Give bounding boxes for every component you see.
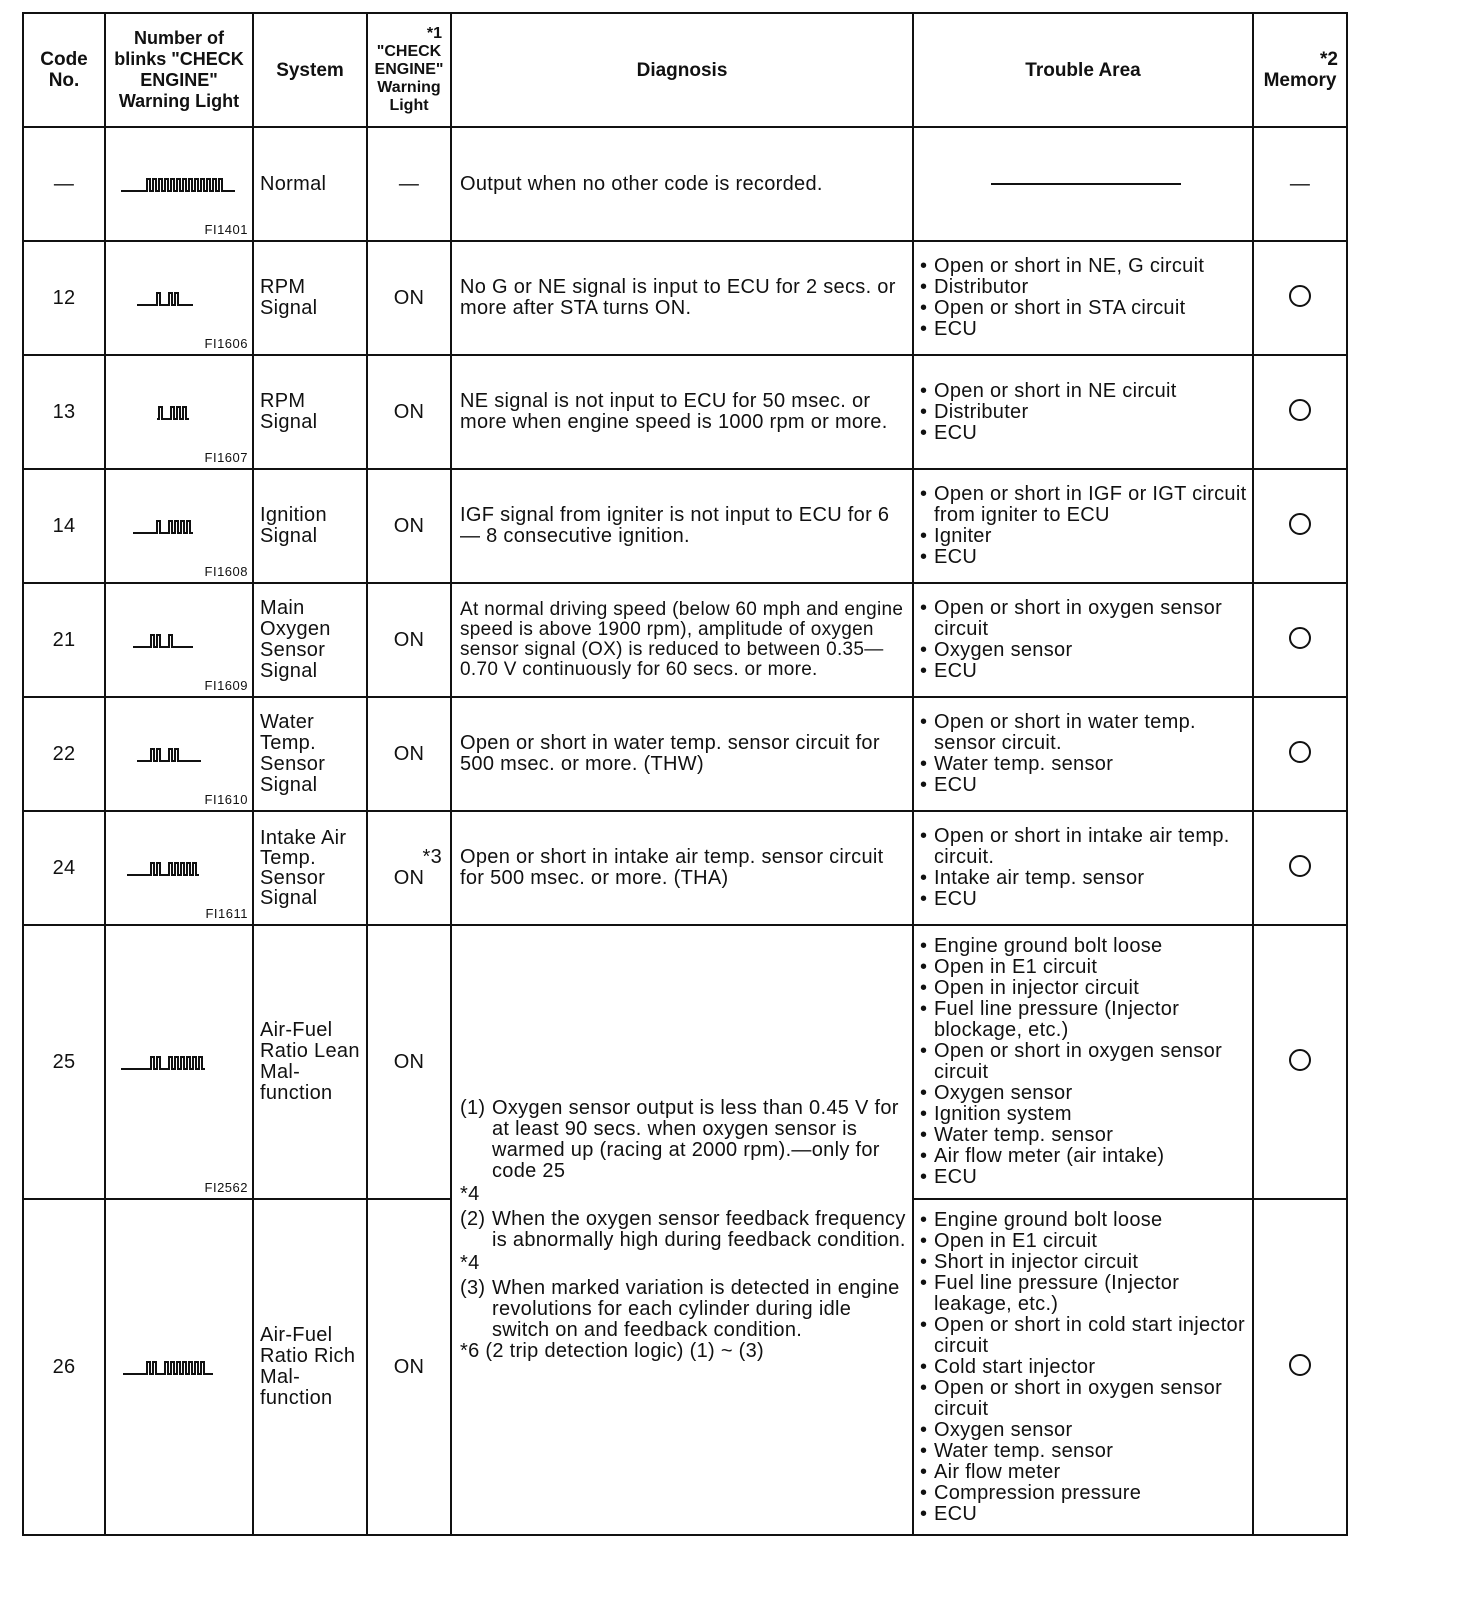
list-item: • Oxygen sensor [920, 640, 1252, 661]
trouble-area-list [920, 936, 1252, 1188]
check-engine-cell: ON [367, 241, 451, 355]
figure-code: FI1607 [204, 450, 248, 465]
trouble-area-cell [913, 355, 1253, 469]
list-item: • Fuel line pressure (Injector blockage, etc.) [920, 999, 1252, 1041]
code-cell: 13 [23, 355, 105, 469]
list-item: • Open or short in intake air temp. circuit. [920, 826, 1252, 868]
diagnostic-code-table [22, 12, 1348, 1536]
list-item: • Intake air temp. sensor [920, 868, 1252, 889]
diagnosis-cell: At normal driving speed (below 60 mph and engine speed is above 1900 rpm), amplitude of oxygen sensor signal (OX) is reduced to between 0.35—0.70 V continuously for 60 secs. or more. [451, 583, 913, 697]
memory-circle-icon [1289, 1354, 1311, 1376]
header-diagnosis: Diagnosis [451, 13, 913, 127]
blink-pattern-icon [117, 739, 241, 769]
diagnosis-item-3-number: (3) [460, 1277, 486, 1299]
figure-code: FI1401 [204, 222, 248, 237]
memory-circle-icon [1289, 741, 1311, 763]
memory-circle-icon [1289, 855, 1311, 877]
list-item: • Compression pressure [920, 1483, 1252, 1504]
figure-code: FI2562 [204, 1180, 248, 1195]
memory-cell [1253, 811, 1347, 925]
check-engine-cell: ON [367, 925, 451, 1199]
list-item: • Engine ground bolt loose [920, 936, 1252, 957]
memory-cell: — [1253, 127, 1347, 241]
trouble-area-cell [913, 925, 1253, 1199]
system-cell: Main Oxygen Sensor Signal [253, 583, 367, 697]
list-item: • ECU [920, 319, 1252, 340]
header-system: System [253, 13, 367, 127]
memory-circle-icon [1289, 285, 1311, 307]
figure-code: FI1608 [204, 564, 248, 579]
diagnosis-item-1-text: Oxygen sensor output is less than 0.45 V for at least 90 secs. when oxygen sensor is warmed up (racing at 2000 rpm).—only for code 25 [492, 1097, 899, 1182]
figure-code: FI1611 [205, 906, 248, 921]
blink-cell [105, 697, 253, 811]
blink-pattern-icon [117, 169, 241, 199]
check-engine-cell [367, 811, 451, 925]
list-item: • Ignition system [920, 1104, 1252, 1125]
memory-cell [1253, 583, 1347, 697]
check-engine-cell: ON [367, 583, 451, 697]
blink-cell [105, 811, 253, 925]
blink-cell [105, 583, 253, 697]
trouble-area-cell [913, 469, 1253, 583]
memory-cell [1253, 925, 1347, 1199]
blink-pattern-icon [117, 511, 241, 541]
header-trouble-area: Trouble Area [913, 13, 1253, 127]
blink-pattern-icon [117, 625, 241, 655]
figure-code: FI1606 [204, 336, 248, 351]
list-item: • Open in E1 circuit [920, 957, 1252, 978]
blink-cell [105, 355, 253, 469]
list-item: • Short in injector circuit [920, 1252, 1252, 1273]
memory-cell [1253, 1199, 1347, 1535]
list-item: • ECU [920, 423, 1252, 444]
list-item: • Igniter [920, 526, 1252, 547]
list-item: • Water temp. sensor [920, 754, 1252, 775]
table-row [23, 127, 1347, 241]
check-engine-cell: — [367, 127, 451, 241]
trouble-area-list [920, 712, 1252, 796]
header-memory-note: *2 [1320, 49, 1338, 70]
list-item: • ECU [920, 775, 1252, 796]
table-row [23, 355, 1347, 469]
figure-code: FI1610 [204, 792, 248, 807]
blink-cell [105, 1199, 253, 1535]
diagnosis-cell: IGF signal from igniter is not input to ECU for 6 — 8 consecutive ignition. [451, 469, 913, 583]
trouble-area-list [920, 826, 1252, 910]
trouble-area-list [920, 381, 1252, 444]
diagnosis-item-2-number: (2) [460, 1208, 486, 1230]
memory-circle-icon [1289, 627, 1311, 649]
list-item: • Fuel line pressure (Injector leakage, etc.) [920, 1273, 1252, 1315]
list-item: • Open or short in oxygen sensor circuit [920, 598, 1252, 640]
list-item: • Cold start injector [920, 1357, 1252, 1378]
list-item: • Air flow meter [920, 1462, 1252, 1483]
table-row [23, 241, 1347, 355]
blink-pattern-icon [117, 397, 241, 427]
trouble-area-cell [913, 811, 1253, 925]
trouble-area-cell [913, 1199, 1253, 1535]
code-cell: 24 [23, 811, 105, 925]
figure-code: FI1609 [204, 678, 248, 693]
check-engine-cell: ON [367, 697, 451, 811]
diagnosis-item-2-text: When the oxygen sensor feedback frequency is abnormally high during feedback condition. [492, 1208, 906, 1251]
diagnosis-cell: No G or NE signal is input to ECU for 2 secs. or more after STA turns ON. [451, 241, 913, 355]
trouble-area-cell [913, 583, 1253, 697]
blink-cell [105, 241, 253, 355]
list-item: • Open or short in oxygen sensor circuit [920, 1378, 1252, 1420]
check-engine-cell: ON [367, 469, 451, 583]
list-item: • ECU [920, 1504, 1252, 1525]
header-memory [1253, 13, 1347, 127]
list-item: • Distributer [920, 402, 1252, 423]
diagnosis-cell: NE signal is not input to ECU for 50 msec. or more when engine speed is 1000 rpm or more. [451, 355, 913, 469]
blink-cell [105, 127, 253, 241]
list-item: • Open or short in oxygen sensor circuit [920, 1041, 1252, 1083]
list-item: • Distributor [920, 277, 1252, 298]
blink-cell [105, 925, 253, 1199]
code-cell: 22 [23, 697, 105, 811]
list-item: • Open or short in STA circuit [920, 298, 1252, 319]
list-item: • Water temp. sensor [920, 1125, 1252, 1146]
header-check-engine [367, 13, 451, 127]
code-cell: 14 [23, 469, 105, 583]
code-cell: 21 [23, 583, 105, 697]
list-item: • Open in injector circuit [920, 978, 1252, 999]
list-item: • Engine ground bolt loose [920, 1210, 1252, 1231]
diagnosis-cell: Open or short in water temp. sensor circuit for 500 msec. or more. (THW) [451, 697, 913, 811]
blink-pattern-icon [117, 853, 241, 883]
list-item: • ECU [920, 661, 1252, 682]
list-item: • Open or short in NE circuit [920, 381, 1252, 402]
list-item: • ECU [920, 889, 1252, 910]
header-check-engine-note: *1 [426, 25, 442, 42]
memory-cell [1253, 241, 1347, 355]
trouble-area-cell [913, 697, 1253, 811]
list-item: • ECU [920, 1167, 1252, 1188]
header-blinks: Number of blinks "CHECK ENGINE" Warning Light [105, 13, 253, 127]
header-check-engine-label: "CHECK ENGINE" Warning Light [374, 43, 444, 114]
diagnosis-item-1-number: (1) [460, 1097, 486, 1119]
diagnosis-item-3 [460, 1278, 906, 1341]
check-engine-cell: ON [367, 355, 451, 469]
list-item: • Open or short in water temp. sensor circuit. [920, 712, 1252, 754]
code-cell: 12 [23, 241, 105, 355]
diagnosis-cell: Output when no other code is recorded. [451, 127, 913, 241]
list-item: • Oxygen sensor [920, 1083, 1252, 1104]
memory-cell [1253, 355, 1347, 469]
table-row [23, 697, 1347, 811]
system-cell: RPM Signal [253, 241, 367, 355]
code-cell: — [23, 127, 105, 241]
diagnosis-footer-note: *6 (2 trip detection logic) (1) ~ (3) [460, 1340, 764, 1362]
list-item: • Open or short in NE, G circuit [920, 256, 1252, 277]
diagnosis-note-1: *4 [460, 1183, 480, 1205]
list-item: • ECU [920, 547, 1252, 568]
list-item: • Water temp. sensor [920, 1441, 1252, 1462]
system-cell: Ignition Signal [253, 469, 367, 583]
memory-cell [1253, 697, 1347, 811]
diagnosis-cell: Open or short in intake air temp. sensor circuit for 500 msec. or more. (THA) [451, 811, 913, 925]
shared-diagnosis-cell [451, 925, 913, 1535]
table-row [23, 811, 1347, 925]
diagnosis-note-2: *4 [460, 1252, 480, 1274]
check-engine-note: *3 [422, 846, 442, 868]
diagnosis-item-1 [460, 1098, 906, 1182]
blink-pattern-icon [117, 1352, 241, 1382]
trouble-area-list [920, 256, 1252, 340]
system-cell: Air-Fuel Ratio Lean Mal-function [253, 925, 367, 1199]
list-item: • Air flow meter (air intake) [920, 1146, 1252, 1167]
list-item: • Open or short in cold start injector circuit [920, 1315, 1252, 1357]
header-memory-label: Memory [1263, 70, 1337, 91]
blink-cell [105, 469, 253, 583]
trouble-area-list [920, 1210, 1252, 1525]
list-item: • Open or short in IGF or IGT circuit from igniter to ECU [920, 484, 1252, 526]
blink-pattern-icon [117, 1047, 241, 1077]
list-item: • Oxygen sensor [920, 1420, 1252, 1441]
trouble-area-cell [913, 241, 1253, 355]
code-cell: 25 [23, 925, 105, 1199]
table-row [23, 469, 1347, 583]
system-cell: RPM Signal [253, 355, 367, 469]
diagnostic-code-table-sheet [22, 12, 1346, 1536]
diagnosis-item-2 [460, 1209, 906, 1251]
check-engine-cell: ON [367, 1199, 451, 1535]
memory-circle-icon [1289, 1049, 1311, 1071]
header-code: Code No. [23, 13, 105, 127]
memory-cell [1253, 469, 1347, 583]
table-row [23, 925, 1347, 1199]
list-item: • Open in E1 circuit [920, 1231, 1252, 1252]
blink-pattern-icon [117, 283, 241, 313]
memory-circle-icon [1289, 513, 1311, 535]
system-cell: Intake Air Temp. Sensor Signal [253, 811, 367, 925]
trouble-area-list [920, 598, 1252, 682]
system-cell: Water Temp. Sensor Signal [253, 697, 367, 811]
memory-circle-icon [1289, 399, 1311, 421]
code-cell: 26 [23, 1199, 105, 1535]
empty-dash-line [991, 183, 1181, 185]
trouble-area-cell [913, 127, 1253, 241]
diagnosis-item-3-text: When marked variation is detected in engine revolutions for each cylinder during idle switch on and feedback condition. [492, 1277, 900, 1341]
header-row [23, 13, 1347, 127]
check-engine-value: ON [393, 867, 425, 889]
system-cell: Air-Fuel Ratio Rich Mal-function [253, 1199, 367, 1535]
system-cell: Normal [253, 127, 367, 241]
trouble-area-list [920, 484, 1252, 568]
table-row [23, 583, 1347, 697]
